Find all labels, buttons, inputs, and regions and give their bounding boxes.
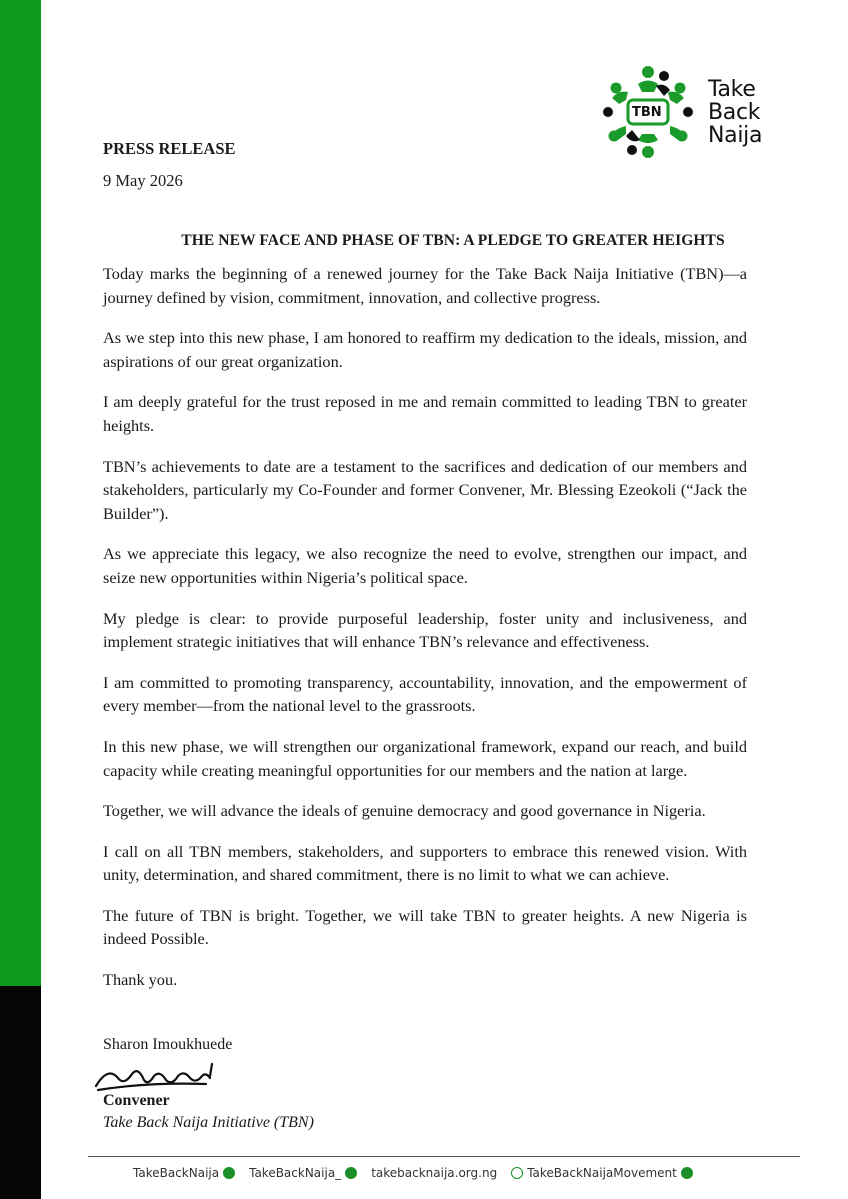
social-icon	[223, 1167, 235, 1179]
paragraph: My pledge is clear: to provide purposeful leadership, foster unity and inclusiveness, and implement strategic initiatives that will enhance TBN’s relevance and effectiveness.	[103, 608, 747, 652]
signatory-organization: Take Back Naija Initiative (TBN)	[103, 1114, 314, 1131]
signatory-role: Convener	[103, 1092, 170, 1109]
globe-icon	[511, 1167, 523, 1179]
footer-social-bar	[133, 1166, 773, 1180]
paragraph: Today marks the beginning of a renewed journey for the Take Back Naija Initiative (TBN)—a journey defined by vision, commitment, innovation, and collective progress.	[103, 264, 747, 307]
headline: THE NEW FACE AND PHASE OF TBN: A PLEDGE TO GREATER HEIGHTS	[181, 232, 725, 249]
footer-handle-3-text: TakeBackNaijaMovement	[527, 1166, 677, 1180]
logo-badge-text: TBN	[632, 105, 662, 120]
logo-word-2: Back	[708, 100, 761, 125]
footer-handle-3[interactable]	[511, 1166, 693, 1180]
footer-handle-1-text: TakeBackNaija	[133, 1166, 220, 1180]
paragraph: Thank you.	[103, 970, 178, 990]
left-black-stripe	[0, 986, 41, 1199]
logo-word-3: Naija	[708, 123, 763, 148]
paragraph: Together, we will advance the ideals of genuine democracy and good governance in Nigeria.	[103, 801, 706, 821]
paragraph: I am deeply grateful for the trust reposed in me and remain committed to leading TBN to greater heights.	[103, 392, 747, 435]
body-text	[103, 262, 747, 1009]
footer-divider	[88, 1156, 800, 1157]
press-release-label: PRESS RELEASE	[103, 139, 236, 158]
paragraph: As we step into this new phase, I am honored to reaffirm my dedication to the ideals, mission, and aspirations of our great organization.	[103, 328, 747, 371]
footer-website[interactable]	[371, 1166, 497, 1180]
social-icon	[681, 1167, 693, 1179]
logo-word-1: Take	[708, 77, 756, 102]
signatory-name: Sharon Imoukhuede	[103, 1036, 233, 1053]
paragraph: The future of TBN is bright. Together, we will take TBN to greater heights. A new Nigeria is indeed Possible.	[103, 905, 747, 949]
footer-website-text: takebacknaija.org.ng	[371, 1166, 498, 1180]
footer-handle-1[interactable]	[133, 1166, 235, 1180]
release-date: 9 May 2026	[103, 171, 183, 190]
footer-handle-2[interactable]	[249, 1166, 357, 1180]
paragraph: TBN’s achievements to date are a testament to the sacrifices and dedication of our members and stakeholders, particularly my Co-Founder and former Convener, Mr. Blessing Ezeokoli (“Jack the Builder”).	[103, 456, 747, 523]
paragraph: As we appreciate this legacy, we also recognize the need to evolve, strengthen our impact, and seize new opportunities within Nigeria’s political space.	[103, 544, 747, 587]
social-icon	[345, 1167, 357, 1179]
paragraph: I call on all TBN members, stakeholders, and supporters to embrace this renewed vision. With unity, determination, and shared commitment, there is no limit to what we can achieve.	[103, 841, 747, 885]
logo-wordmark	[708, 78, 762, 147]
footer-handle-2-text: TakeBackNaija_	[249, 1166, 342, 1180]
paragraph: In this new phase, we will strengthen our organizational framework, expand our reach, and build capacity while creating meaningful opportunities for our members and the nation at large.	[103, 736, 747, 780]
left-green-stripe	[0, 0, 41, 986]
tbn-logo	[598, 62, 798, 162]
paragraph: I am committed to promoting transparency, accountability, innovation, and the empowerment of every member—from the national level to the grassroots.	[103, 672, 747, 716]
